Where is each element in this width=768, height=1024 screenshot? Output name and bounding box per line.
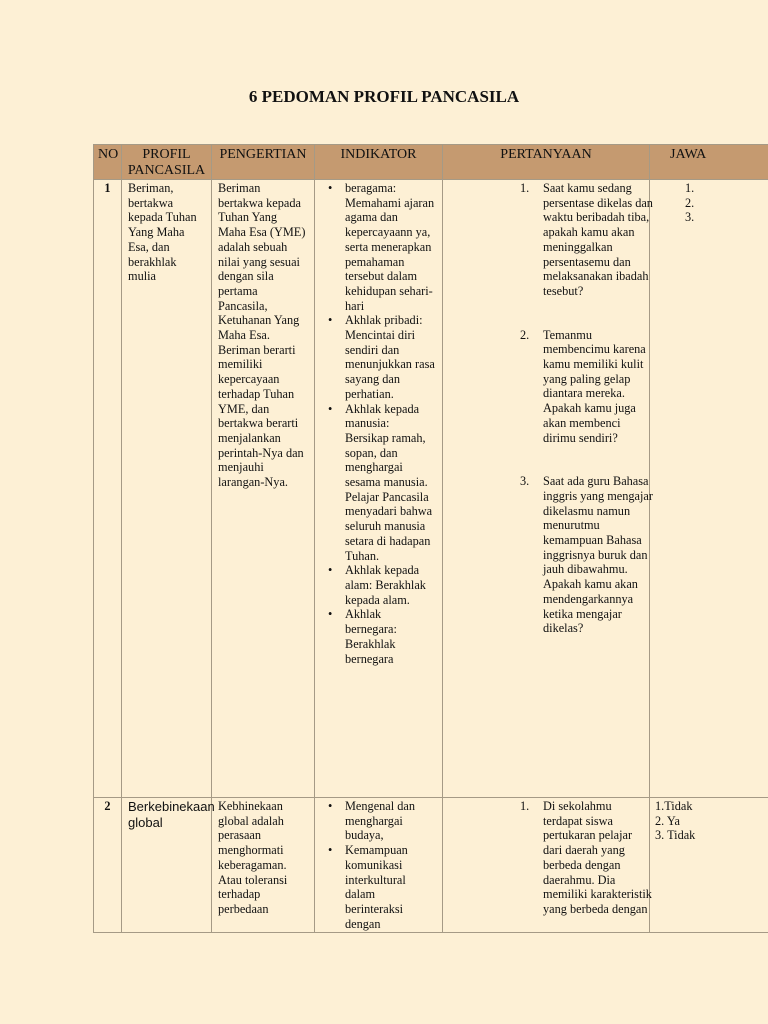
answer-item: 2. xyxy=(685,195,695,210)
indikator-item: • Akhlak kepada alam: Berakhlak kepada alam. xyxy=(345,563,436,607)
header-jawaban: JAWA xyxy=(650,145,768,180)
table-row xyxy=(94,798,768,933)
header-row xyxy=(94,145,768,180)
question-item: 1. Di sekolahmu terdapat siswa pertukaran pelajar dari daerah yang berbeda dengan daerahmu. Dia memiliki karakteristik yang berbeda dengan xyxy=(520,799,652,916)
answer-item: 3. Tidak xyxy=(655,828,696,843)
indikator-cell xyxy=(315,180,443,798)
indikator-item: • beragama: Memahami ajaran agama dan kepercayaann ya, serta menerapkan pemahaman tersebut dalam kehidupan sehari-hari xyxy=(345,181,436,313)
header-indikator: INDIKATOR xyxy=(315,145,443,180)
question-item: 1. Saat kamu sedang persentase dikelas dan waktu beribadah tiba, apakah kamu akan meninggalkan persentasemu dan melaksanakan ibadah tesebut? xyxy=(520,181,653,298)
profil-cell: Berkebinekaan global xyxy=(122,798,212,933)
profil-cell: Beriman, bertakwa kepada Tuhan Yang Maha Esa, dan berakhlak mulia xyxy=(122,180,212,798)
pertanyaan-cell xyxy=(443,798,650,933)
answer-item: 3. xyxy=(685,210,695,225)
answer-item: 1. xyxy=(685,181,695,195)
header-pengertian: PENGERTIAN xyxy=(212,145,315,180)
indikator-item: • Akhlak bernegara: Berakhlak bernegara xyxy=(345,607,436,666)
profile-table xyxy=(93,144,768,933)
jawaban-cell xyxy=(650,180,768,798)
row-number: 1 xyxy=(94,180,122,798)
indikator-item: • Kemampuan komunikasi interkultural dalam berinteraksi dengan xyxy=(345,843,436,931)
indikator-item: • Akhlak kepada manusia: Bersikap ramah, sopan, dan menghargai sesama manusia. Pelajar Pancasila menyadari bahwa seluruh manusia setara di hadapan Tuhan. xyxy=(345,402,436,564)
indikator-item: • Akhlak pribadi: Mencintai diri sendiri dan menunjukkan rasa sayang dan perhatian. xyxy=(345,313,436,401)
indikator-item: • Mengenal dan menghargai budaya, xyxy=(345,799,436,843)
pengertian-cell: Kebhinekaan global adalah perasaan menghormati keberagaman. Atau toleransi terhadap perbedaan xyxy=(212,798,315,933)
header-no: NO xyxy=(94,145,122,180)
indikator-cell xyxy=(315,798,443,933)
question-item: 2. Temanmu membencimu karena kamu memiliki kulit yang paling gelap diantara mereka. Apakah kamu juga akan membenci dirimu sendiri? xyxy=(520,327,646,445)
document-title: 6 PEDOMAN PROFIL PANCASILA xyxy=(248,87,520,106)
jawaban-cell xyxy=(650,798,768,933)
row-number: 2 xyxy=(94,798,122,933)
answer-item: 1.Tidak xyxy=(655,799,693,813)
header-profil: PROFIL PANCASILA xyxy=(122,145,212,180)
pertanyaan-cell xyxy=(443,180,653,798)
table-row xyxy=(94,180,768,798)
pengertian-cell: Beriman bertakwa kepada Tuhan Yang Maha Esa (YME) adalah sebuah nilai yang sesuai dengan sila pertama Pancasila, Ketuhanan Yang Maha Esa. Beriman berarti memiliki kepercayaan terhadap Tuhan YME, dan bertakwa berarti menjalankan perintah-Nya dan menjauhi larangan-Nya. xyxy=(212,180,315,798)
answer-item: 2. Ya xyxy=(655,813,680,828)
header-pertanyaan: PERTANYAAN xyxy=(443,145,650,180)
question-item: 3. Saat ada guru Bahasa inggris yang mengajar dikelasmu namun menurutmu kemampuan Bahasa inggrisnya buruk dan jauh dibawahmu. Apakah kamu akan mendengarkannya ketika mengajar dikelas? xyxy=(520,474,653,636)
